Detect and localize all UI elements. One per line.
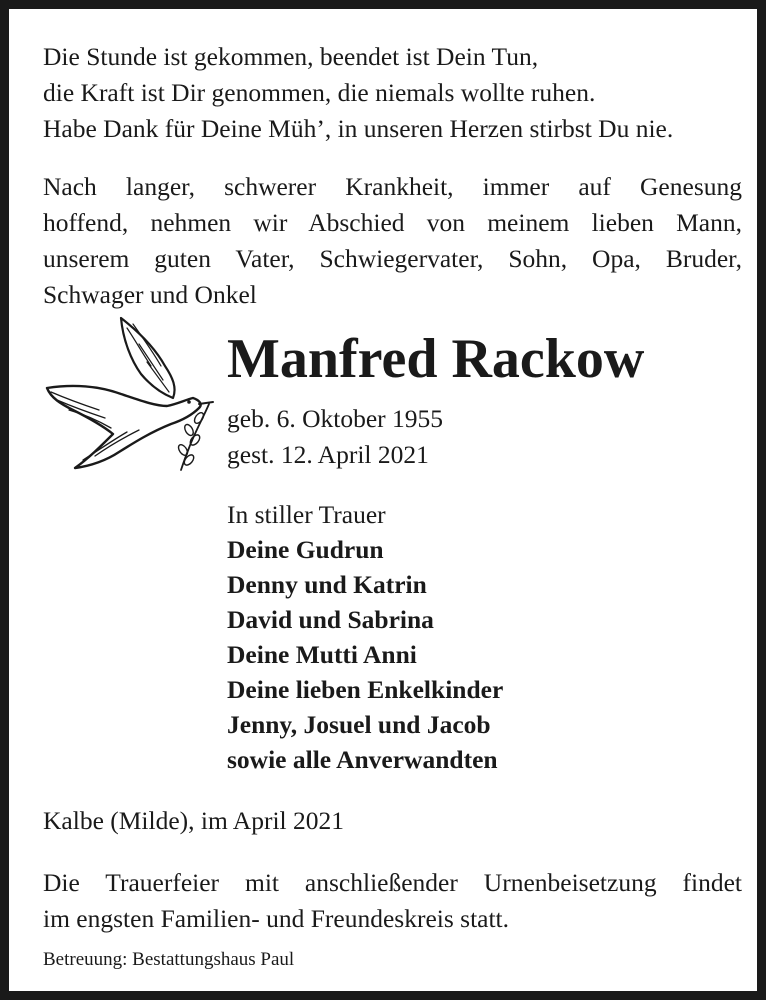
intro-line: Schwager und Onkel: [43, 280, 257, 309]
mourner-name: Deine Mutti Anni: [227, 640, 417, 669]
intro-line: hoffend, nehmen wir Abschied von meinem lieben Mann,: [43, 208, 742, 237]
mourner-name: sowie alle Anverwandten: [227, 745, 498, 774]
deceased-name: Manfred Rackow: [227, 328, 645, 390]
birth-date: geb. 6. Oktober 1955: [227, 404, 444, 433]
mourner-name: David und Sabrina: [227, 605, 434, 634]
death-date: gest. 12. April 2021: [227, 440, 429, 469]
intro-line: Nach langer, schwerer Krankheit, immer auf Genesung: [43, 172, 742, 201]
mourner-name: Jenny, Josuel und Jacob: [227, 710, 491, 739]
mourner-name: Denny und Katrin: [227, 570, 427, 599]
funeral-line: im engsten Familien- und Freundeskreis statt.: [43, 904, 510, 933]
poem-line: die Kraft ist Dir genommen, die niemals wollte ruhen.: [43, 78, 596, 107]
mourner-name: Deine lieben Enkelkinder: [227, 675, 504, 704]
funeral-home-credit: Betreuung: Bestattungshaus Paul: [43, 949, 295, 970]
mourners-heading: In stiller Trauer: [227, 500, 386, 529]
funeral-notice: [43, 865, 742, 937]
funeral-line: Die Trauerfeier mit anschließender Urnenbeisetzung findet: [43, 868, 742, 897]
poem-line: Habe Dank für Deine Müh’, in unseren Herzen stirbst Du nie.: [43, 114, 674, 143]
poem: [43, 39, 743, 147]
mourners-block: [227, 497, 503, 777]
intro-text: [43, 169, 742, 313]
place-date: Kalbe (Milde), im April 2021: [43, 806, 344, 835]
poem-line: Die Stunde ist gekommen, beendet ist Dein Tun,: [43, 42, 539, 71]
mourner-name: Deine Gudrun: [227, 535, 384, 564]
intro-line: unserem guten Vater, Schwiegervater, Sohn, Opa, Bruder,: [43, 244, 742, 273]
dove-icon: [43, 314, 219, 474]
life-dates: [227, 401, 443, 473]
